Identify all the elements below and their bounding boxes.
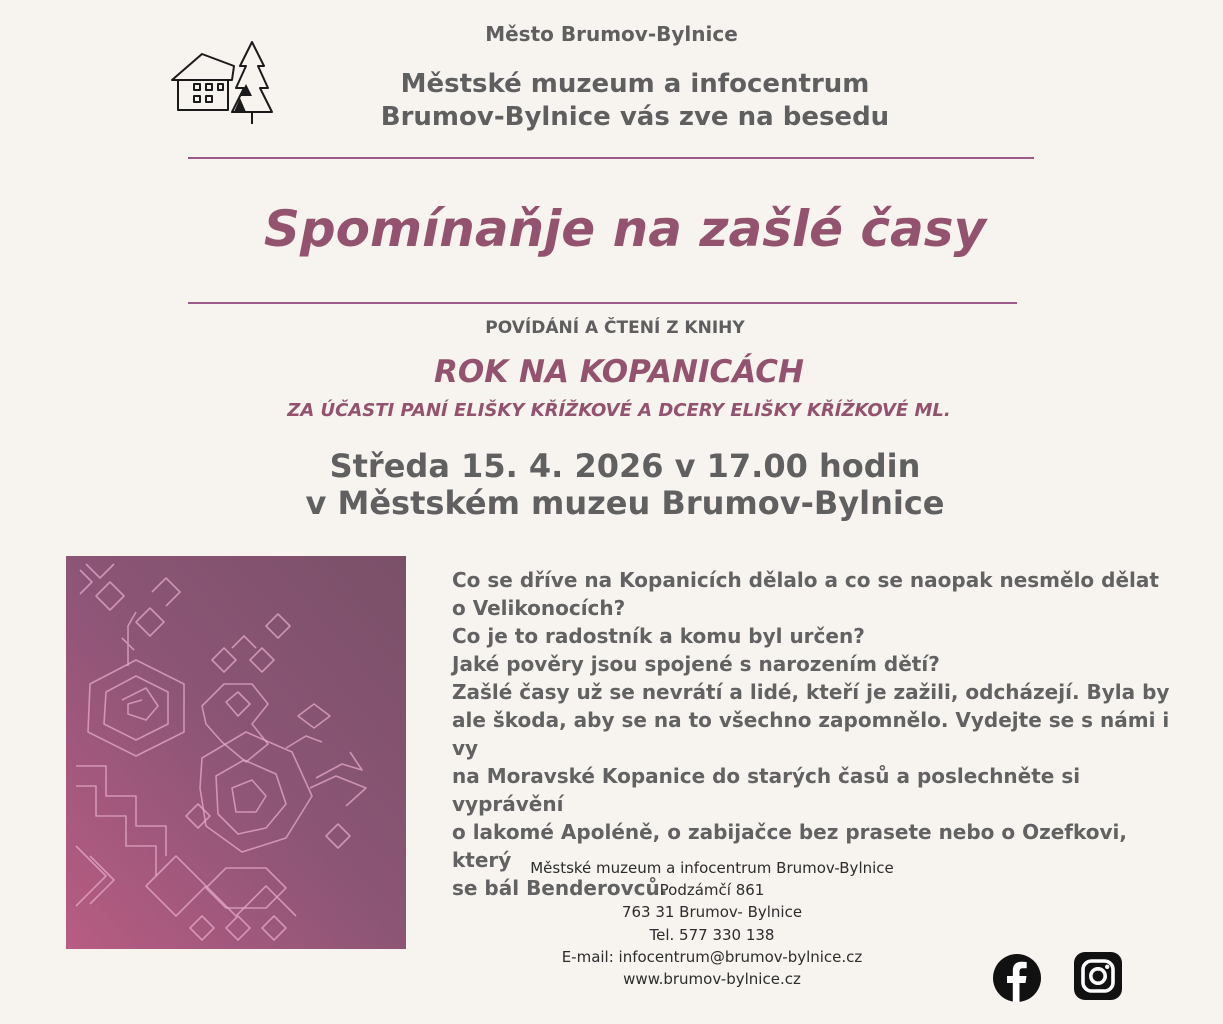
museum-logo-icon (168, 40, 278, 130)
divider-bottom (188, 302, 1017, 304)
contact-phone: Tel. 577 330 138 (649, 925, 775, 944)
event-subtitle: POVÍDÁNÍ A ČTENÍ Z KNIHY (485, 318, 745, 338)
description-line: se bál Benderovců. (452, 876, 668, 900)
event-title: Spomínaňje na zašlé časy (263, 200, 987, 258)
description-line: Jaké pověry jsou spojené s narozením dětí? (452, 652, 940, 676)
contact-web[interactable]: www.brumov-bylnice.cz (623, 970, 801, 989)
invitation-line-2: Brumov-Bylnice vás zve na besedu (380, 102, 890, 132)
invitation-heading (300, 68, 970, 134)
instagram-icon[interactable] (1073, 951, 1123, 1001)
invitation-line-1: Městské muzeum a infocentrum (400, 69, 870, 99)
description-line: ale škoda, aby se na to všechno zapomnělo. Vydejte se s námi i vy (452, 708, 1170, 760)
event-description (452, 566, 1192, 902)
contact-block (512, 857, 912, 990)
contact-email[interactable]: E-mail: infocentrum@brumov-bylnice.cz (561, 947, 863, 966)
event-date: Středa 15. 4. 2026 v 17.00 hodin (329, 447, 921, 485)
description-line: na Moravské Kopanice do starých časů a poslechněte si vyprávění (452, 764, 1081, 816)
divider-top (188, 157, 1034, 159)
contact-city: 763 31 Brumov- Bylnice (621, 903, 803, 922)
description-line: o Velikonocích? (452, 596, 626, 620)
city-name: Město Brumov-Bylnice (485, 22, 738, 46)
contact-org: Městské muzeum a infocentrum Brumov-Bylnice (530, 859, 894, 877)
contact-street: Podzámčí 861 (659, 881, 765, 900)
folk-embroidery-image (66, 556, 406, 949)
description-line: Co se dříve na Kopanicích dělalo a co se naopak nesmělo dělat (452, 568, 1159, 592)
event-guests: ZA ÚČASTI PANÍ ELIŠKY KŘÍŽKOVÉ A DCERY ELIŠKY KŘÍŽKOVÉ ML. (287, 400, 951, 421)
facebook-icon[interactable] (992, 953, 1042, 1003)
book-title: ROK NA KOPANICÁCH (434, 354, 804, 390)
description-line: Co je to radostník a komu byl určen? (452, 624, 865, 648)
event-place: v Městském muzeu Brumov-Bylnice (305, 484, 945, 522)
description-line: Zašlé časy už se nevrátí a lidé, kteří je zažili, odcházejí. Byla by (452, 680, 1170, 704)
description-line: o lakomé Apoléně, o zabijačce bez prasete nebo o Ozefkovi, který (452, 820, 1127, 872)
